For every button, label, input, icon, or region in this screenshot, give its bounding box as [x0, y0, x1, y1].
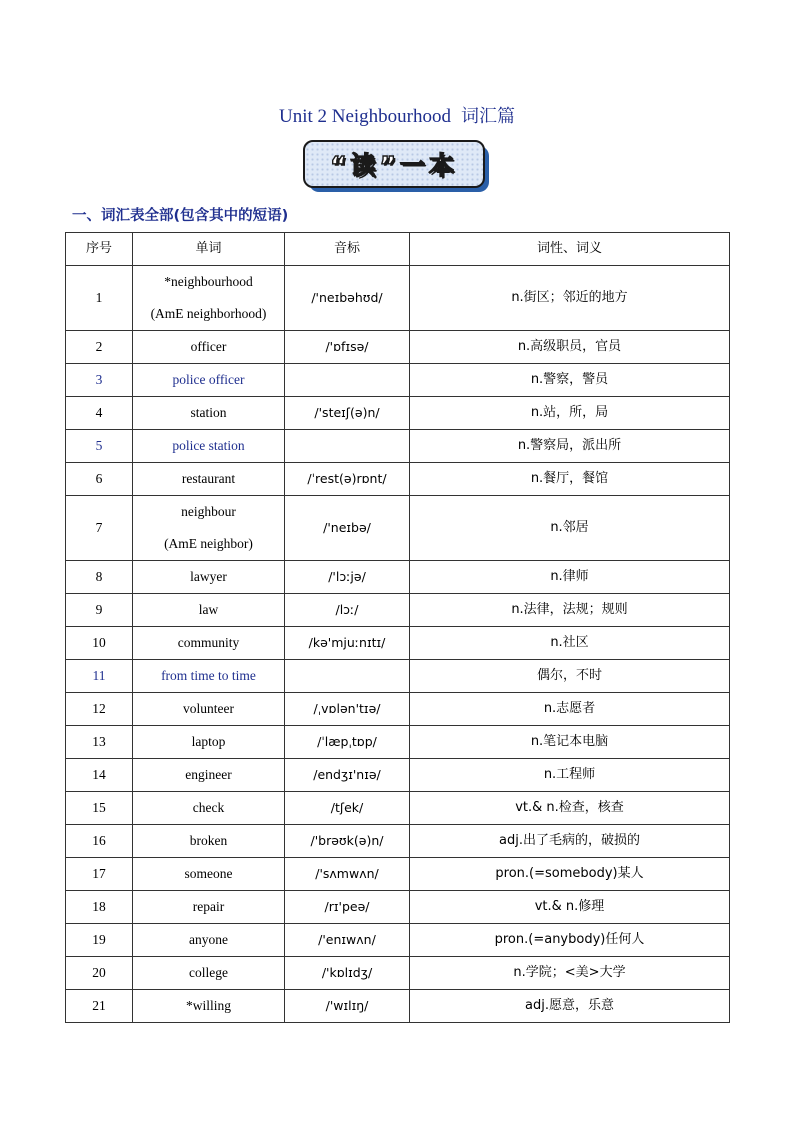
row-meaning: 偶尔，不时 [410, 660, 730, 693]
section-banner [303, 140, 491, 194]
table-row [66, 397, 730, 430]
row-number: 19 [66, 924, 133, 957]
vocabulary-table-body [66, 266, 730, 1023]
row-phonetic: /lɔː/ [285, 594, 410, 627]
row-meaning: n.社区 [410, 627, 730, 660]
row-meaning: adj.出了毛病的，破损的 [410, 825, 730, 858]
row-number: 16 [66, 825, 133, 858]
table-row [66, 858, 730, 891]
table-row [66, 430, 730, 463]
header-meaning: 词性、词义 [410, 233, 730, 266]
table-row [66, 266, 730, 331]
vocabulary-table [65, 232, 730, 1023]
row-number: 8 [66, 561, 133, 594]
table-row [66, 463, 730, 496]
row-word: police officer [133, 364, 285, 397]
table-header-row [66, 233, 730, 266]
table-row [66, 726, 730, 759]
page-title [0, 104, 794, 130]
row-meaning: n.站，所，局 [410, 397, 730, 430]
row-word: law [133, 594, 285, 627]
row-meaning: pron.(=anybody)任何人 [410, 924, 730, 957]
row-meaning: n.高级职员，官员 [410, 331, 730, 364]
row-word: lawyer [133, 561, 285, 594]
row-word: *willing [133, 990, 285, 1023]
table-row [66, 594, 730, 627]
table-row [66, 496, 730, 561]
banner-text: “读”一本 [330, 151, 458, 180]
row-meaning: n.笔记本电脑 [410, 726, 730, 759]
row-word: volunteer [133, 693, 285, 726]
row-word: station [133, 397, 285, 430]
row-number: 6 [66, 463, 133, 496]
row-meaning: n.学院；<美>大学 [410, 957, 730, 990]
row-word-primary: *neighbourhood [164, 274, 253, 289]
row-number: 5 [66, 430, 133, 463]
row-word-primary: neighbour [181, 504, 236, 519]
row-meaning: n.餐厅，餐馆 [410, 463, 730, 496]
row-phonetic: /'steɪʃ(ə)n/ [285, 397, 410, 430]
row-phonetic: /'wɪlɪŋ/ [285, 990, 410, 1023]
row-number: 9 [66, 594, 133, 627]
row-word [133, 266, 285, 331]
row-phonetic [285, 430, 410, 463]
row-phonetic: /'neɪbəhʊd/ [285, 266, 410, 331]
row-number: 18 [66, 891, 133, 924]
row-number: 2 [66, 331, 133, 364]
row-word: laptop [133, 726, 285, 759]
row-phonetic: /'enɪwʌn/ [285, 924, 410, 957]
row-word: college [133, 957, 285, 990]
row-phonetic: /rɪ'peə/ [285, 891, 410, 924]
row-phonetic: /'lɔːjə/ [285, 561, 410, 594]
row-number: 13 [66, 726, 133, 759]
row-number: 14 [66, 759, 133, 792]
table-row [66, 561, 730, 594]
row-number: 3 [66, 364, 133, 397]
header-number: 序号 [66, 233, 133, 266]
row-meaning: n.街区；邻近的地方 [410, 266, 730, 331]
table-row [66, 660, 730, 693]
banner-face [303, 140, 485, 188]
row-meaning: n.警察，警员 [410, 364, 730, 397]
page-title-english: Unit 2 Neighbourhood [278, 106, 452, 127]
table-row [66, 957, 730, 990]
row-word: officer [133, 331, 285, 364]
table-row [66, 924, 730, 957]
row-word: repair [133, 891, 285, 924]
row-meaning: vt.& n.修理 [410, 891, 730, 924]
table-row [66, 792, 730, 825]
row-word [133, 496, 285, 561]
row-word-variant: (AmE neighborhood) [150, 306, 267, 321]
row-word: check [133, 792, 285, 825]
header-word: 单词 [133, 233, 285, 266]
row-meaning: n.法律，法规；规则 [410, 594, 730, 627]
row-phonetic: /tʃek/ [285, 792, 410, 825]
row-number: 4 [66, 397, 133, 430]
table-row [66, 364, 730, 397]
row-phonetic: /ˈrest(ə)rɒnt/ [285, 463, 410, 496]
row-word: restaurant [133, 463, 285, 496]
row-phonetic: /ˈlæpˌtɒp/ [285, 726, 410, 759]
row-word: police station [133, 430, 285, 463]
row-number: 20 [66, 957, 133, 990]
table-row [66, 990, 730, 1023]
row-phonetic: /'ɒfɪsə/ [285, 331, 410, 364]
row-word: community [133, 627, 285, 660]
row-word: engineer [133, 759, 285, 792]
row-number: 15 [66, 792, 133, 825]
table-row [66, 331, 730, 364]
row-word: someone [133, 858, 285, 891]
row-meaning: n.邻居 [410, 496, 730, 561]
row-phonetic: /ˌvɒlən'tɪə/ [285, 693, 410, 726]
row-phonetic: /kə'mjuːnɪtɪ/ [285, 627, 410, 660]
table-row [66, 759, 730, 792]
row-word: anyone [133, 924, 285, 957]
row-number: 10 [66, 627, 133, 660]
row-meaning: n.志愿者 [410, 693, 730, 726]
row-number: 17 [66, 858, 133, 891]
header-phonetic: 音标 [285, 233, 410, 266]
row-phonetic: /'neɪbə/ [285, 496, 410, 561]
row-phonetic [285, 364, 410, 397]
table-row [66, 891, 730, 924]
row-meaning: n.工程师 [410, 759, 730, 792]
row-number: 21 [66, 990, 133, 1023]
row-phonetic: /'kɒlɪdʒ/ [285, 957, 410, 990]
row-phonetic: /'sʌmwʌn/ [285, 858, 410, 891]
section-heading: 一、词汇表全部(包含其中的短语) [72, 208, 289, 224]
row-phonetic: /'brəʊk(ə)n/ [285, 825, 410, 858]
row-number: 11 [66, 660, 133, 693]
row-meaning: adj.愿意，乐意 [410, 990, 730, 1023]
table-row [66, 627, 730, 660]
table-row [66, 693, 730, 726]
page-title-chinese: 词汇篇 [461, 106, 516, 127]
row-number: 12 [66, 693, 133, 726]
table-row [66, 825, 730, 858]
row-meaning: pron.(=somebody)某人 [410, 858, 730, 891]
row-word: from time to time [133, 660, 285, 693]
row-word-variant: (AmE neighbor) [164, 536, 253, 551]
row-meaning: vt.& n.检查，核查 [410, 792, 730, 825]
row-meaning: n.警察局，派出所 [410, 430, 730, 463]
row-phonetic: /endʒɪ'nɪə/ [285, 759, 410, 792]
row-meaning: n.律师 [410, 561, 730, 594]
row-word: broken [133, 825, 285, 858]
row-number: 7 [66, 496, 133, 561]
row-phonetic [285, 660, 410, 693]
row-number: 1 [66, 266, 133, 331]
